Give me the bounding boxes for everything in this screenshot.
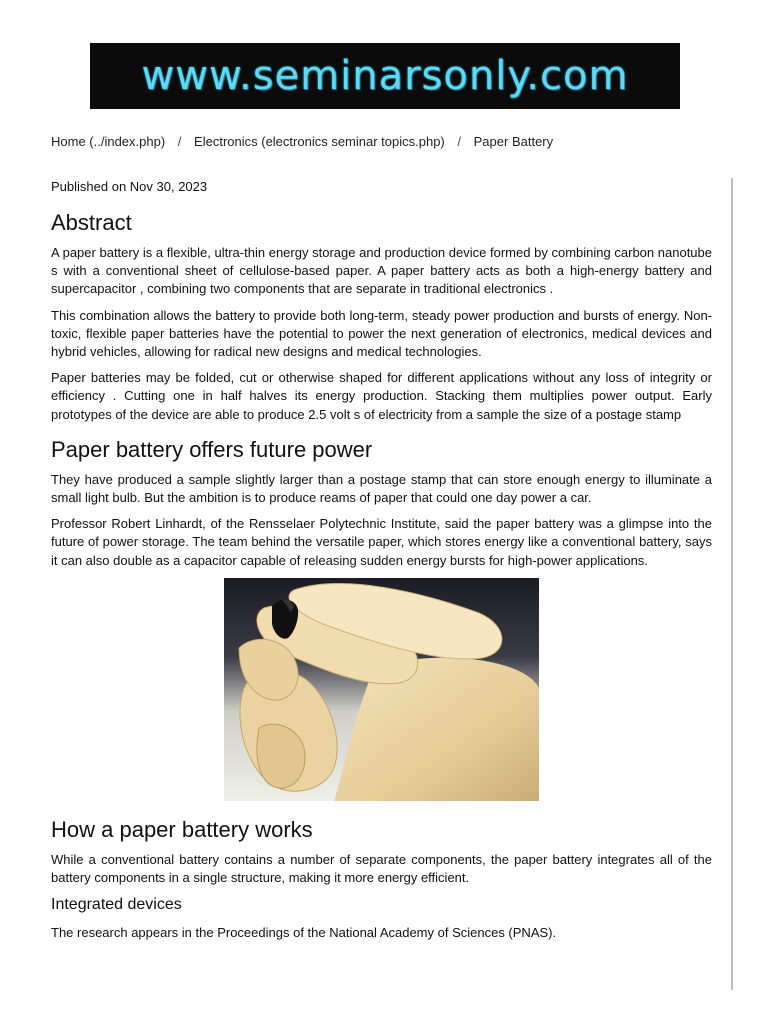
breadcrumb bbox=[51, 134, 553, 149]
breadcrumb-separator: / bbox=[457, 134, 462, 149]
site-logo-text: www.seminarsonly.com bbox=[141, 53, 629, 99]
content-scrollbar[interactable] bbox=[731, 178, 733, 990]
article-content bbox=[51, 178, 712, 950]
works-paragraph-1: While a conventional battery contains a number of separate components, the paper battery integrates all of the battery components in a single structure, making it more energy efficient. bbox=[51, 851, 712, 886]
how-it-works-heading: How a paper battery works bbox=[51, 816, 313, 842]
future-paragraph-2: Professor Robert Linhardt, of the Rensselaer Polytechnic Institute, said the paper battery was a glimpse into the future of power storage. The team behind the versatile paper, which stores energy like a conventional battery, says it can also double as a capacitor capable of releasing sudden energy bursts for high-power applications. bbox=[51, 516, 712, 568]
future-paragraph-1: They have produced a sample slightly larger than a postage stamp that can store enough energy to illuminate a small light bulb. But the ambition is to produce reams of paper that could one day power a car. bbox=[51, 471, 712, 506]
future-power-heading: Paper battery offers future power bbox=[51, 436, 373, 462]
integrated-devices-heading: Integrated devices bbox=[51, 896, 182, 914]
abstract-heading: Abstract bbox=[51, 210, 132, 235]
abstract-paragraph-1: A paper battery is a flexible, ultra-thin energy storage and production device formed by combining carbon nanotube s with a conventional sheet of cellulose-based paper. A paper battery acts as both a high-energy battery and supercapacitor , combining two components that are separate in traditional electronics . bbox=[51, 245, 712, 297]
published-date: Published on Nov 30, 2023 bbox=[51, 179, 208, 194]
abstract-paragraph-3: Paper batteries may be folded, cut or otherwise shaped for different applications without any loss of integrity or efficiency . Cutting one in half halves its energy production. Stacking them multiplies power output. Early prototypes of the device are able to produce 2.5 volt s of electricity from a sample the size of a postage stamp bbox=[51, 370, 712, 422]
paper-battery-photo bbox=[224, 578, 539, 801]
site-banner[interactable] bbox=[90, 43, 680, 109]
abstract-paragraph-2: This combination allows the battery to provide both long-term, steady power production and bursts of energy. Non-toxic, flexible paper batteries have the potential to power the next generation of electronics, medical devices and hybrid vehicles, allowing for radical new designs and medical technologies. bbox=[51, 307, 712, 360]
figure bbox=[51, 578, 712, 801]
breadcrumb-home-link[interactable]: Home (../index.php) bbox=[51, 134, 166, 149]
breadcrumb-electronics-link[interactable]: Electronics (electronics seminar topics.php) bbox=[194, 134, 445, 149]
integrated-paragraph-1: The research appears in the Proceedings of the National Academy of Sciences (PNAS). bbox=[51, 925, 557, 941]
breadcrumb-separator: / bbox=[177, 134, 182, 149]
breadcrumb-current: Paper Battery bbox=[473, 134, 554, 149]
